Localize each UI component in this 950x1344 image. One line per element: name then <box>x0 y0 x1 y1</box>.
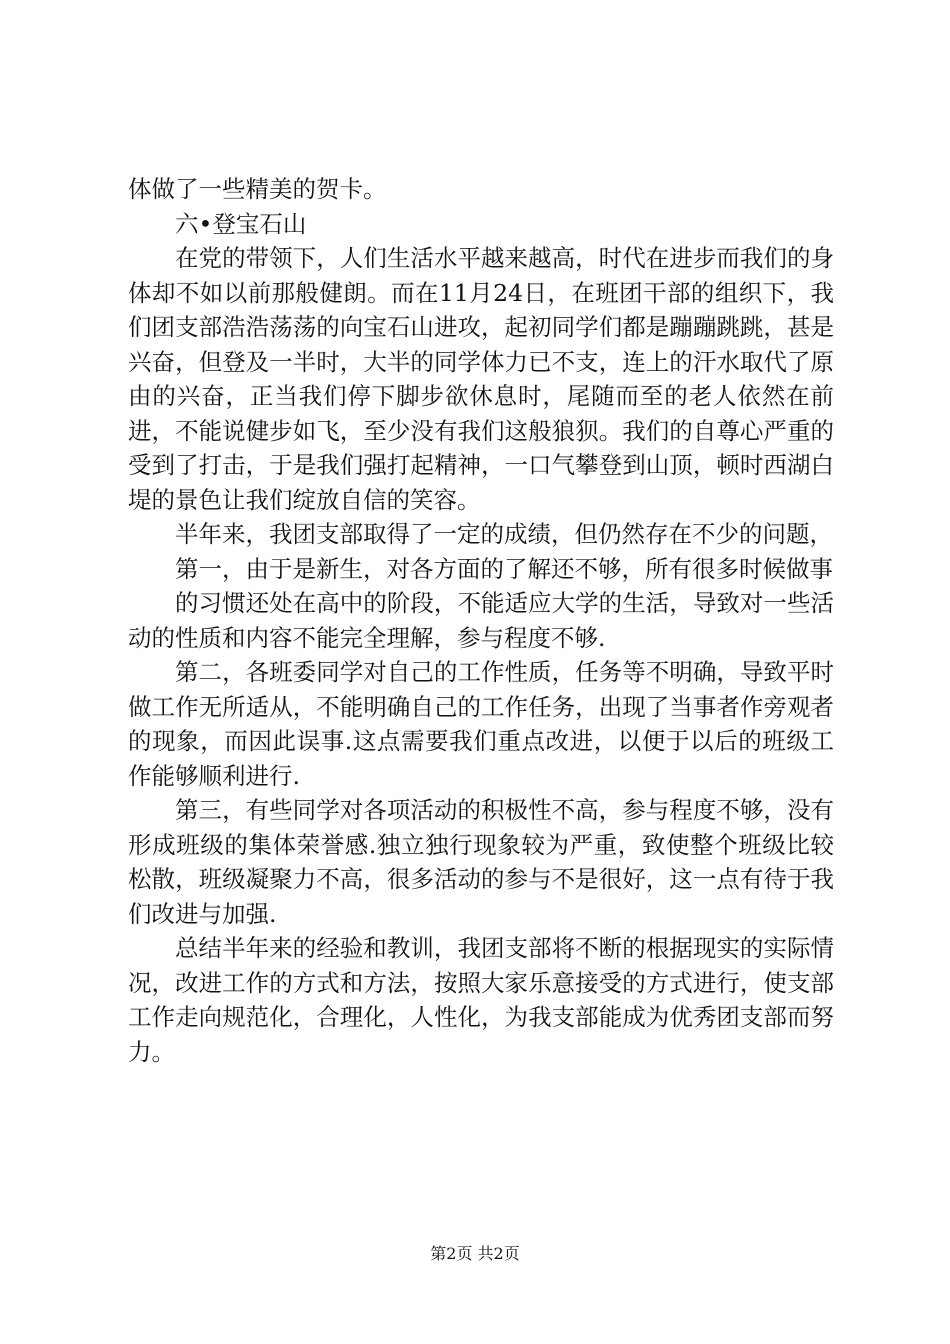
paragraph-card-continuation: 体做了一些精美的贺卡。 <box>128 175 387 203</box>
paragraph-problem-two: 第二，各班委同学对自己的工作性质，任务等不明确，导致平时做工作无所适从，不能明确自己的工作任务，出现了当事者作旁观者的现象，而因此误事.这点需要我们重点改进，以便于以后的班级工作能够顺利进行. <box>128 658 834 790</box>
paragraph-conclusion: 总结半年来的经验和教训，我团支部将不断的根据现实的实际情况，改进工作的方式和方法，按照大家乐意接受的方式进行，使支部工作走向规范化，合理化，人性化，为我支部能成为优秀团支部而努力。 <box>128 934 834 1066</box>
page-number-footer: 第2页 共2页 <box>430 1244 520 1263</box>
section-heading-baoshi-mountain: 六•登宝石山 <box>175 209 307 238</box>
paragraph-problem-one-start: 第一，由于是新生，对各方面的了解还不够，所有很多时候做事 <box>175 554 833 583</box>
paragraph-problem-one-continued: 的习惯还处在高中的阶段，不能适应大学的生活，导致对一些活动的性质和内容不能完全理解，参与程度不够. <box>128 589 834 652</box>
paragraph-mountain-climb: 在党的带领下，人们生活水平越来越高，时代在进步而我们的身体却不如以前那般健朗。而在11月24日，在班团干部的组织下，我们团支部浩浩荡荡的向宝石山进攻，起初同学们都是蹦蹦跳跳，甚是兴奋，但登及一半时，大半的同学体力已不支，连上的汗水取代了原由的兴奋，正当我们停下脚步欲休息时，尾随而至的老人依然在前进，不能说健步如飞，至少没有我们这般狼狈。我们的自尊心严重的受到了打击，于是我们强打起精神，一口气攀登到山顶，顿时西湖白堤的景色让我们绽放自信的笑容。 <box>128 244 834 514</box>
document-body <box>128 172 834 1069</box>
paragraph-problem-three: 第三，有些同学对各项活动的积极性不高，参与程度不够，没有形成班级的集体荣誉感.独立独行现象较为严重，致使整个班级比较松散，班级凝聚力不高，很多活动的参与不是很好，这一点有待于我们改进与加强. <box>128 796 834 928</box>
paragraph-half-year-summary: 半年来，我团支部取得了一定的成绩，但仍然存在不少的问题， <box>175 520 833 548</box>
